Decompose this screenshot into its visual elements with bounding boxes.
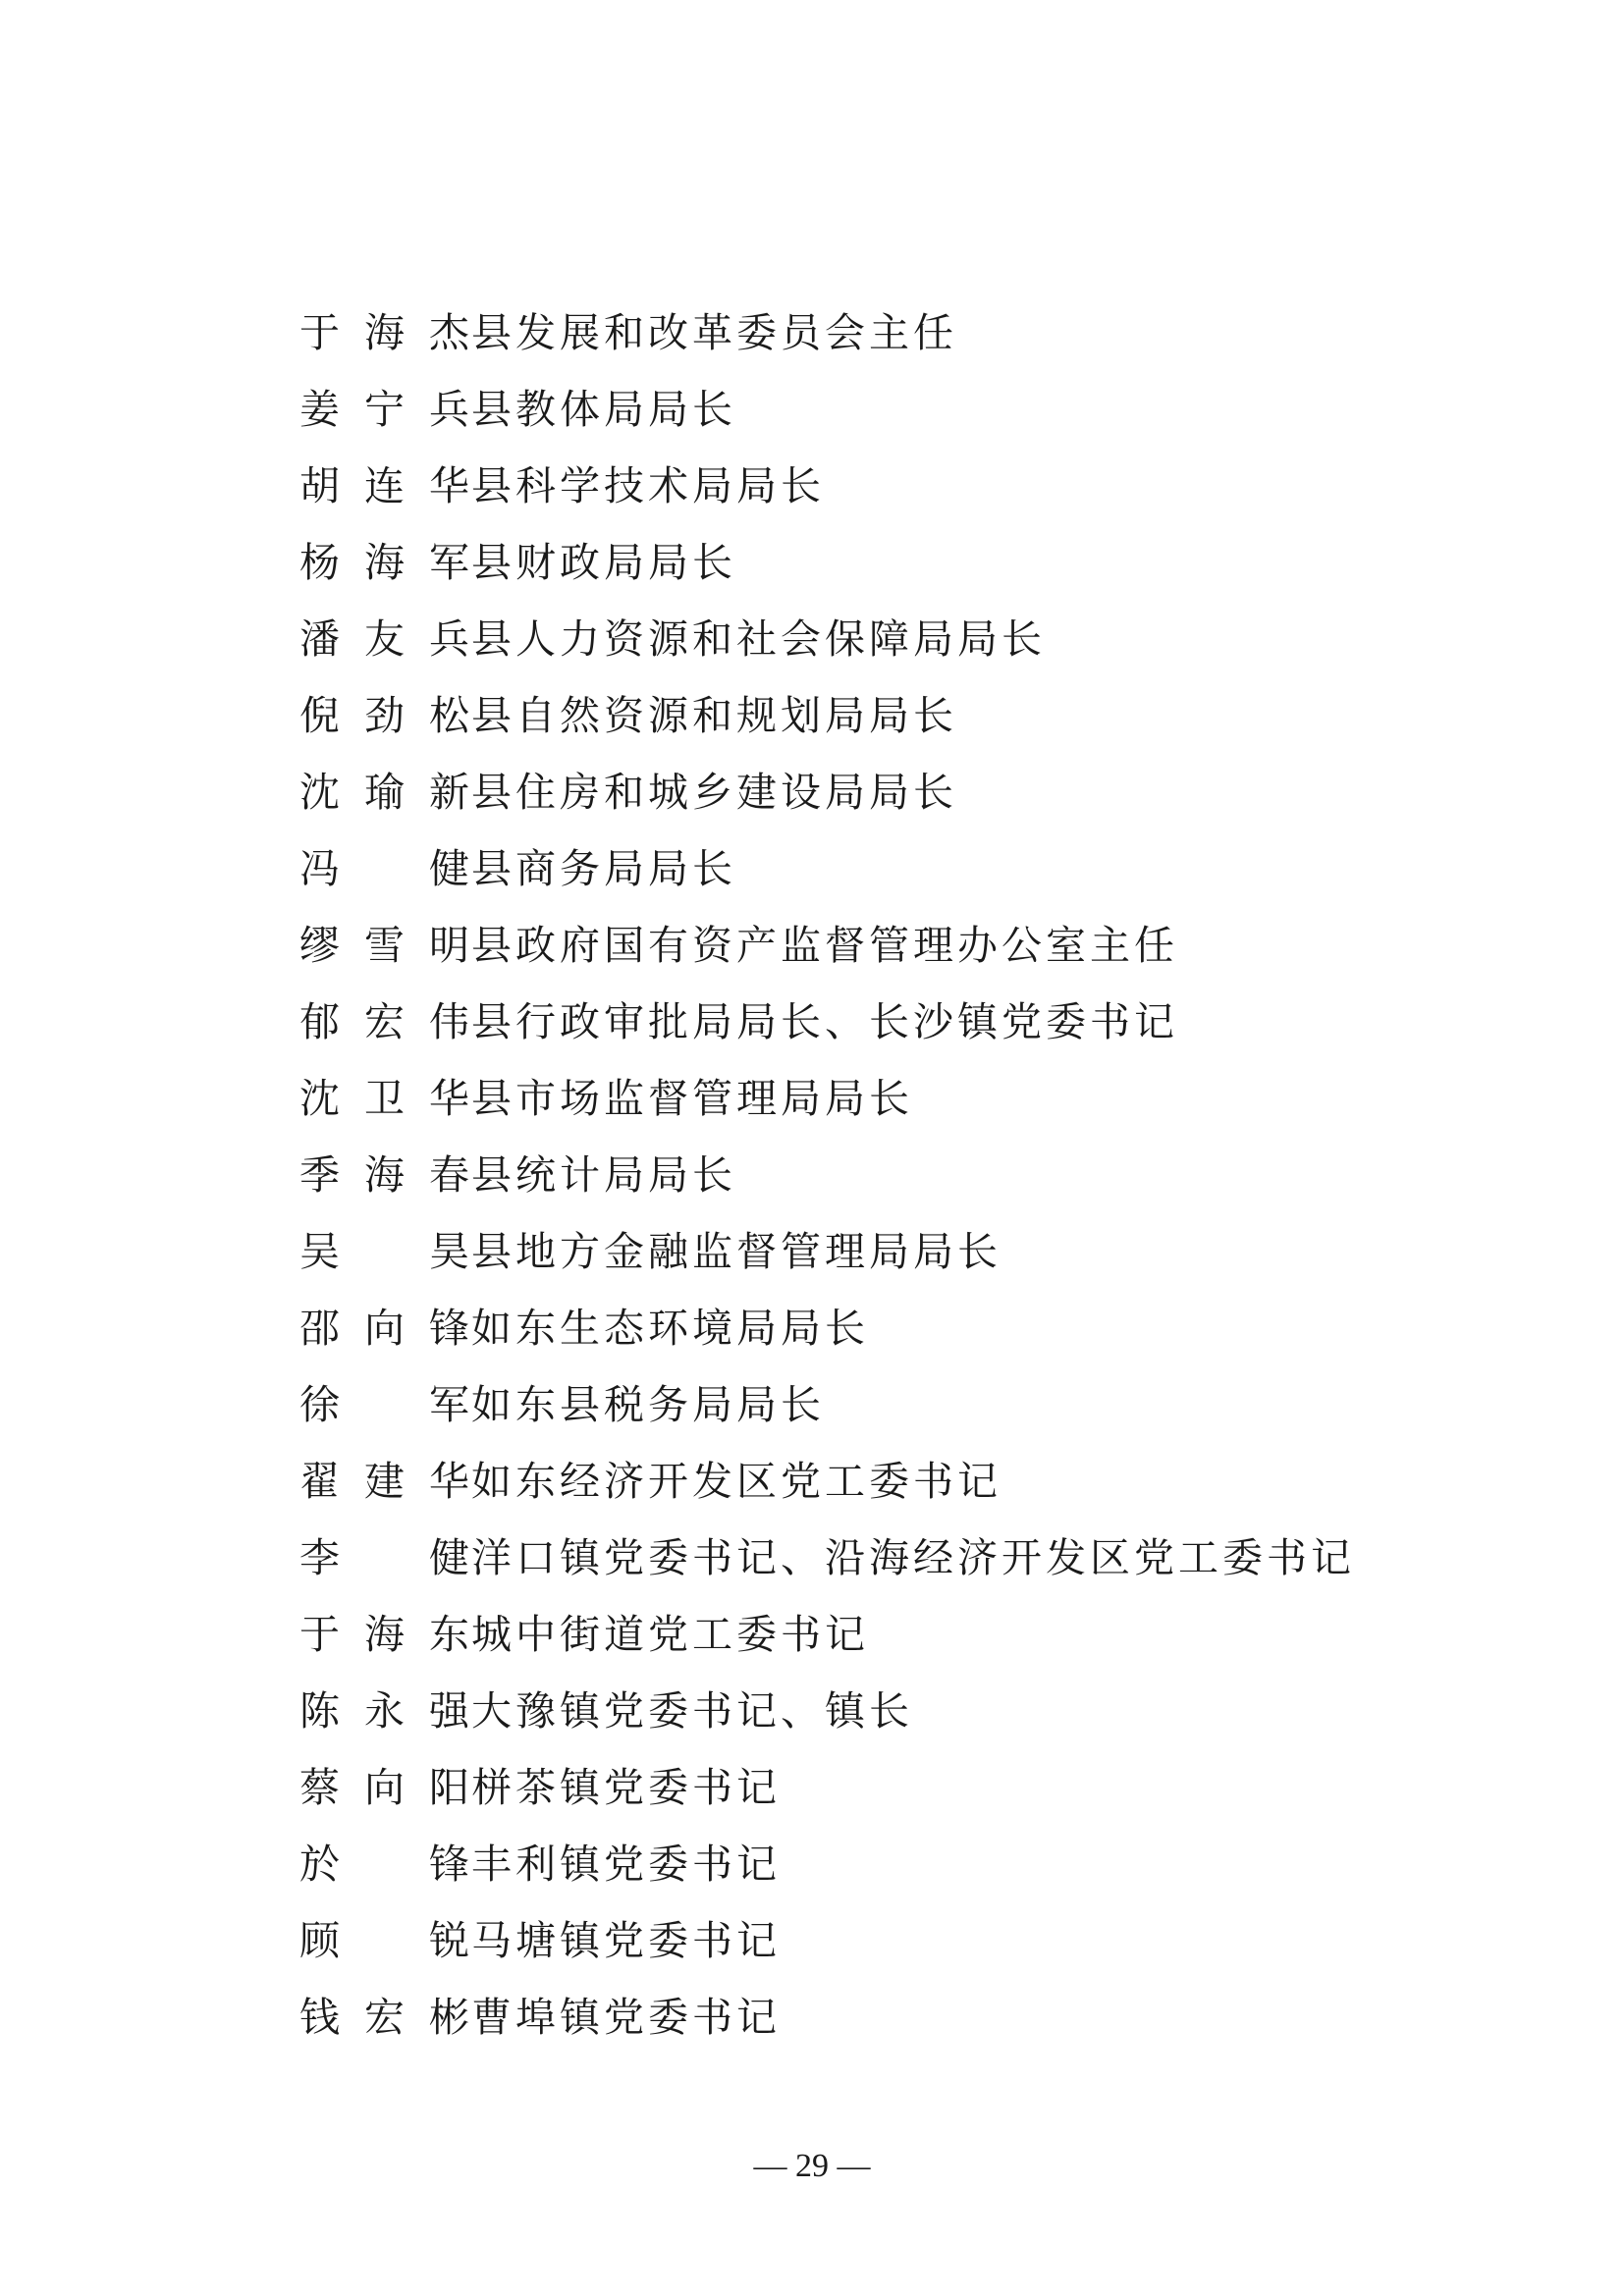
list-item (299, 455, 1527, 532)
list-item (299, 1298, 1527, 1374)
list-item (299, 302, 1527, 379)
person-title: 丰利镇党委书记 (471, 1841, 781, 1888)
list-item (299, 685, 1527, 762)
list-item (299, 1834, 1527, 1910)
person-name: 于海东 (299, 1611, 471, 1658)
person-name: 李 健 (299, 1534, 471, 1581)
person-title: 县统计局局长 (471, 1151, 736, 1199)
person-name: 潘友兵 (299, 615, 471, 663)
person-title: 栟茶镇党委书记 (471, 1764, 781, 1811)
person-title: 县行政审批局局长、长沙镇党委书记 (471, 998, 1178, 1045)
person-name: 翟建华 (299, 1458, 471, 1505)
person-name: 于海杰 (299, 309, 471, 356)
person-name: 缪雪明 (299, 922, 471, 969)
person-name: 姜宁兵 (299, 386, 471, 433)
person-title: 曹埠镇党委书记 (471, 1994, 781, 2041)
person-title: 县地方金融监督管理局局长 (471, 1228, 1001, 1275)
person-name: 郁宏伟 (299, 998, 471, 1045)
person-name: 徐 军 (299, 1381, 471, 1428)
person-name: 钱宏彬 (299, 1994, 471, 2041)
person-name: 胡连华 (299, 462, 471, 509)
list-item (299, 1451, 1527, 1527)
list-item (299, 1374, 1527, 1451)
person-name: 陈永强 (299, 1687, 471, 1735)
person-name: 蔡向阳 (299, 1764, 471, 1811)
person-title: 县市场监督管理局局长 (471, 1075, 913, 1122)
person-title: 如东经济开发区党工委书记 (471, 1458, 1001, 1505)
person-title: 如东生态环境局局长 (471, 1305, 869, 1352)
person-name: 吴 昊 (299, 1228, 471, 1275)
person-title: 马塘镇党委书记 (471, 1917, 781, 1964)
list-item (299, 1527, 1527, 1604)
list-item (299, 1910, 1527, 1987)
list-item (299, 532, 1527, 609)
list-item (299, 915, 1527, 991)
personnel-list (299, 302, 1527, 2063)
person-name: 倪劲松 (299, 692, 471, 739)
person-title: 城中街道党工委书记 (471, 1611, 869, 1658)
list-item (299, 838, 1527, 915)
person-title: 县发展和改革委员会主任 (471, 309, 957, 356)
list-item (299, 1757, 1527, 1834)
person-title: 县教体局局长 (471, 386, 736, 433)
person-title: 县自然资源和规划局局长 (471, 692, 957, 739)
person-title: 如东县税务局局长 (471, 1381, 825, 1428)
list-item (299, 1068, 1527, 1145)
person-name: 杨海军 (299, 539, 471, 586)
person-name: 冯 健 (299, 845, 471, 892)
person-title: 县住房和城乡建设局局长 (471, 769, 957, 816)
person-name: 於 锋 (299, 1841, 471, 1888)
person-name: 沈卫华 (299, 1075, 471, 1122)
list-item (299, 1987, 1527, 2063)
person-name: 季海春 (299, 1151, 471, 1199)
person-title: 县财政局局长 (471, 539, 736, 586)
person-title: 洋口镇党委书记、沿海经济开发区党工委书记 (471, 1534, 1355, 1581)
person-title: 县政府国有资产监督管理办公室主任 (471, 922, 1178, 969)
list-item (299, 1681, 1527, 1757)
person-name: 邵向锋 (299, 1305, 471, 1352)
list-item (299, 1221, 1527, 1298)
person-title: 大豫镇党委书记、镇长 (471, 1687, 913, 1735)
list-item (299, 762, 1527, 838)
person-title: 县科学技术局局长 (471, 462, 825, 509)
list-item (299, 1145, 1527, 1221)
list-item (299, 991, 1527, 1068)
list-item (299, 379, 1527, 455)
list-item (299, 609, 1527, 685)
page-number: — 29 — (753, 2148, 871, 2184)
list-item (299, 1604, 1527, 1681)
person-name: 沈瑜新 (299, 769, 471, 816)
person-title: 县商务局局长 (471, 845, 736, 892)
person-name: 顾 锐 (299, 1917, 471, 1964)
person-title: 县人力资源和社会保障局局长 (471, 615, 1046, 663)
